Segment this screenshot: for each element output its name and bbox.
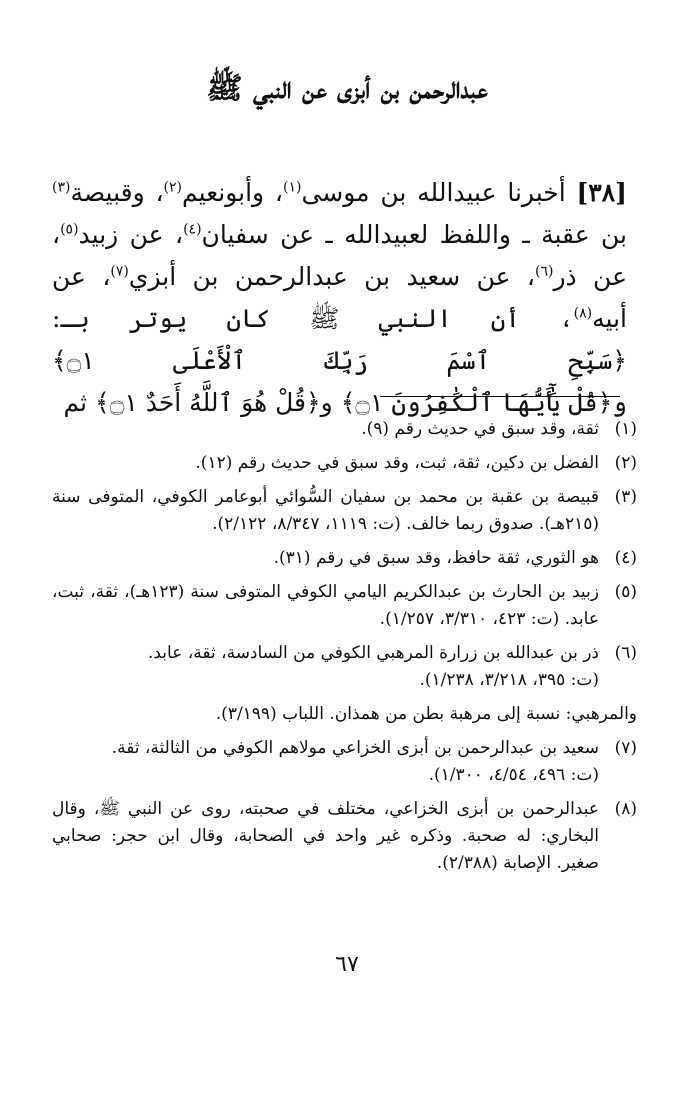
footnote-text: هو الثوري، ثقة حافظ، وقد سبق في رقم (٣١).	[273, 548, 599, 568]
footnote	[52, 735, 637, 789]
footnote	[52, 416, 637, 443]
footnote-text: والمرهبي: نسبة إلى مرهبة بطن من همذان. اللباب (٣/١٩٩).	[215, 704, 637, 724]
footnote-text: زبيد بن الحارث بن عبدالكريم اليامي الكوفي المتوفى سنة (١٢٣هـ)، ثقة، ثبت، عابد. (ت: ٤٢٣، ٣/٣١٠، ١/٢٥٧).	[52, 582, 599, 629]
quran-verse: ﴿سَبِّحِ ٱسْمَ رَبِّكَ ٱلْأَعْلَى ۝١﴾	[52, 346, 627, 375]
footnote-text	[52, 640, 599, 694]
footnote-number: (٣)	[614, 487, 637, 507]
footnote-ref[interactable]: (٥)	[60, 221, 79, 238]
footnote	[52, 579, 637, 633]
footnote-ref[interactable]: (٦)	[534, 263, 554, 280]
hadith-segment: بن عقبة ـ واللفظ لعبيدالله ـ عن سفيان	[201, 220, 628, 249]
hadith-segment: أخبرنا عبيدالله بن موسى	[301, 178, 577, 207]
hadith-segment: ، عن سعيد بن عبدالرحمن بن أبزي	[128, 262, 535, 291]
footnote-number: (٤)	[614, 548, 637, 568]
footnote	[52, 484, 637, 538]
footnote-number: (٢)	[614, 453, 637, 473]
footnote-divider	[380, 396, 620, 397]
hadith-segment: ، عن زبيد	[78, 220, 184, 249]
quran-verse: ﴿قُلْ هُوَ ٱللَّهُ أَحَدٌ ۝١﴾	[95, 388, 321, 417]
quran-verse: ﴿قُلْ يَٰٓأَيُّهَا ٱلْكَٰفِرُونَ ۝١﴾	[340, 388, 613, 417]
footnote-ref[interactable]: (٣)	[52, 179, 71, 196]
footnote-text: عبدالرحمن بن أبزى الخزاعي، مختلف في صحبته، روى عن النبي ﷺ، وقال البخاري: له صحبة. وذكره غير واحد في الصحابة، وقال ابن حجر: صحابي صغير. الإصابة (٢/٣٨٨).	[52, 799, 599, 873]
footnote-number: (٥)	[614, 582, 637, 602]
hadith-segment: ثم	[63, 388, 96, 417]
footnote-ref[interactable]: (٢)	[163, 179, 183, 196]
footnote-number: (١)	[614, 419, 637, 439]
footnote-ref[interactable]: (١)	[282, 179, 302, 196]
footnote-line: ذر بن عبدالله بن زرارة المرهبي الكوفي من السادسة، ثقة، عابد.	[147, 643, 599, 663]
hadith-paragraph	[52, 172, 627, 424]
footnote-continuation	[52, 701, 637, 728]
footnote-line: (ت: ٣٩٥، ٣/٢١٨، ١/٢٣٨).	[419, 670, 599, 690]
hadith-segment: ، عن أبيه	[52, 262, 627, 333]
hadith-segment: ، وقبيصة	[70, 178, 164, 207]
footnote-number: (٧)	[614, 738, 637, 758]
footnote-ref[interactable]: (٧)	[110, 263, 129, 280]
footnote-line: سعيد بن عبدالرحمن بن أبزى الخزاعي مولاهم الكوفي من الثالثة، ثقة.	[111, 738, 599, 758]
page-number: ٦٧	[335, 952, 359, 977]
hadith-segment: و	[320, 388, 341, 417]
footnote-ref[interactable]: (٤)	[183, 221, 202, 238]
footnote-text: ثقة، وقد سبق في حديث رقم (٩).	[361, 419, 599, 439]
footnote	[52, 640, 637, 694]
footnote	[52, 545, 637, 572]
hadith-number: [٣٨]	[576, 178, 627, 207]
footnote-text: قبيصة بن عقبة بن محمد بن سفيان السُّوائي أبوعامر الكوفي، المتوفى سنة (٢١٥هـ). صدوق ربما خالف. (ت: ١١١٩، ٨/٣٤٧، ٢/١٢٢).	[52, 487, 599, 534]
footnote	[52, 450, 637, 477]
footnote-text	[52, 735, 599, 789]
footnote-ref[interactable]: (٨)	[573, 305, 593, 322]
footnotes	[52, 416, 637, 884]
hadith-segment: ، عن ذر	[52, 220, 627, 291]
hadith-segment: ، وأبونعيم	[182, 178, 283, 207]
footnote-text: الفضل بن دكين، ثقة، ثبت، وقد سبق في حديث رقم (١٢).	[195, 453, 599, 473]
footnote-line: (ت: ٤٩٦، ٤/٥٤، ١/٣٠٠).	[428, 765, 599, 785]
hadith-segment: و	[612, 388, 627, 417]
hadith-text	[52, 172, 627, 424]
hadith-segment: ، أن النبي ﷺ كان يوتر بـ:	[52, 304, 574, 333]
footnote	[52, 796, 637, 877]
footnote-number: (٨)	[614, 799, 637, 819]
page-title: عبدالرحمن بن أبزى عن النبي ﷺ	[206, 71, 488, 106]
footnote-number: (٦)	[614, 643, 637, 663]
